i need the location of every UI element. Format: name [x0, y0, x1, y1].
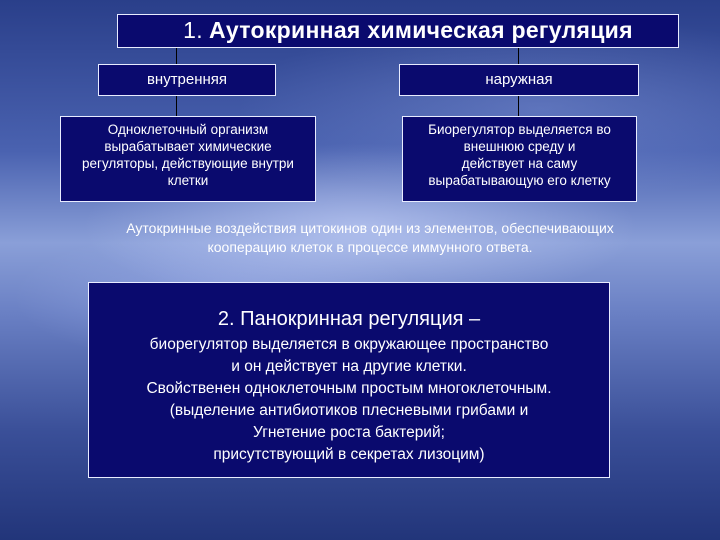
panocrine-line: (выделение антибиотиков плесневыми грибами и: [169, 402, 529, 419]
connector-title-left: [176, 48, 177, 64]
panocrine-line: Свойственен одноклеточным простым многоклеточным.: [146, 380, 552, 397]
external-description-box: [402, 116, 637, 202]
external-desc-line: внешнюю среду и: [463, 139, 576, 154]
external-desc-line: вырабатывающую его клетку: [428, 173, 611, 188]
internal-description-box: [60, 116, 316, 202]
internal-desc-line: регуляторы, действующие внутри: [82, 156, 294, 171]
panocrine-title: 2. Панокринная регуляция –: [217, 308, 481, 330]
title-number: 1.: [183, 17, 203, 43]
title-box: [117, 14, 679, 48]
autocrine-note: [40, 219, 700, 257]
panocrine-line: Угнетение роста бактерий;: [253, 424, 445, 441]
external-desc-line: действует на саму: [461, 156, 578, 171]
note-line: кооперацию клеток в процессе иммунного ответа.: [207, 239, 533, 255]
internal-desc-line: вырабатывает химические: [104, 139, 272, 154]
panocrine-box: [88, 282, 610, 478]
note-line: Аутокринные воздействия цитокинов один из элементов, обеспечивающих: [126, 220, 614, 236]
internal-label-box: внутренняя: [98, 64, 276, 96]
title-text: Аутокринная химическая регуляция: [208, 17, 633, 43]
external-desc-line: Биорегулятор выделяется во: [428, 122, 611, 137]
internal-desc-line: Одноклеточный организм: [107, 122, 269, 137]
internal-desc-line: клетки: [167, 173, 209, 188]
panocrine-line: биорегулятор выделяется в окружающее пространство: [149, 336, 549, 353]
panocrine-line: и он действует на другие клетки.: [231, 358, 467, 375]
panocrine-line: присутствующий в секретах лизоцим): [213, 446, 485, 463]
external-label-box: наружная: [399, 64, 639, 96]
connector-right-label-desc: [518, 96, 519, 116]
connector-left-label-desc: [176, 96, 177, 116]
connector-title-right: [518, 48, 519, 64]
